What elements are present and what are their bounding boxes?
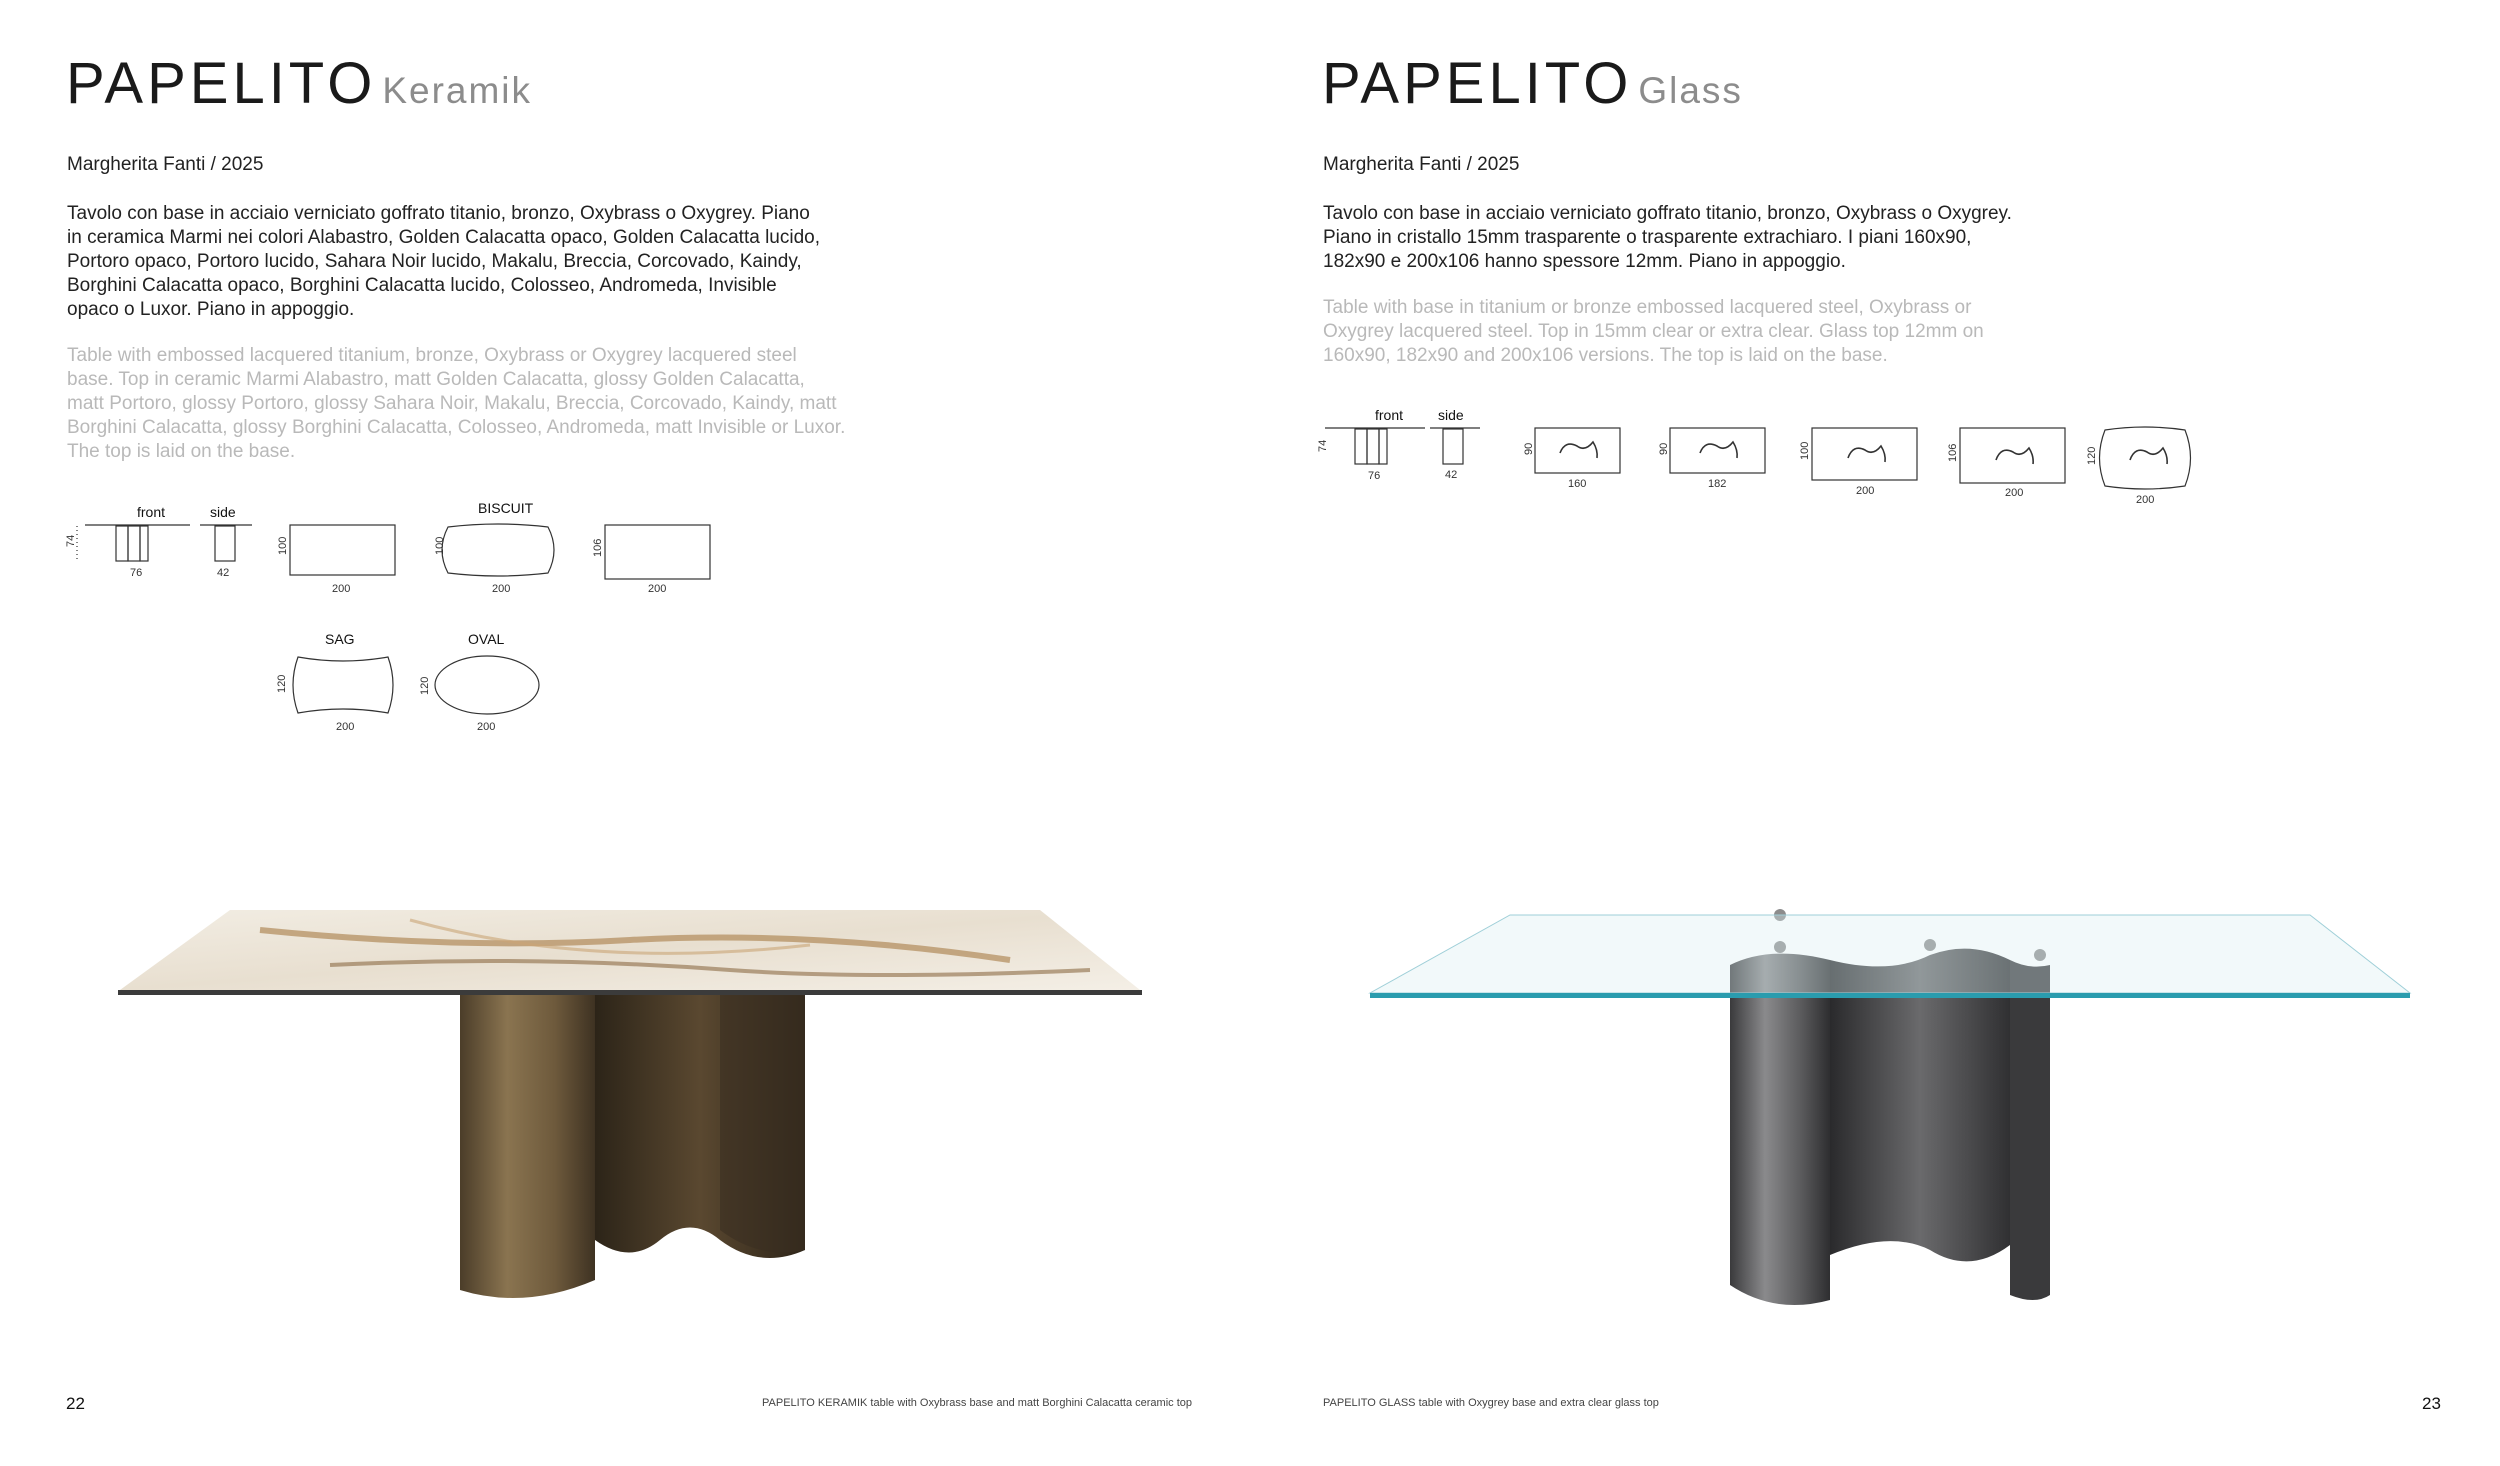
- front-label: front: [137, 504, 166, 520]
- glass1-width: 160: [1568, 478, 1587, 490]
- top3-width: 200: [648, 583, 667, 595]
- right-title-main: PAPELITO: [1322, 51, 1633, 116]
- glass-table-image: [1370, 915, 2410, 1315]
- left-text-en: Table with embossed lacquered titanium, bronze, Oxybrass or Oxygrey lacquered steel base. Top in ceramic Marmi Alabastro, matt Golden Calacatta, glossy Golden Calacatta, matt Portoro, glossy Portoro, glossy Sahara Noir, Makalu, Breccia, Corcovado, Kaindy, matt Borghini Calacatta, glossy Borghini Calacatta, Colosseo, Andromeda, matt Invisible or Luxor. The top is laid on the base.: [67, 345, 846, 462]
- glass-top-160-drawing: [1523, 428, 1620, 490]
- right-dimension-diagrams: [1315, 398, 2015, 508]
- right-author: Margherita Fanti / 2025: [1323, 154, 1520, 175]
- base-front-panel: [460, 990, 595, 1298]
- glass-edge: [1370, 993, 2410, 998]
- top-edge: [118, 990, 1142, 995]
- ceramic-top: [120, 910, 1140, 990]
- glass3-depth: 100: [1799, 441, 1811, 460]
- top4-width: 200: [336, 721, 355, 733]
- top-oval-drawing: [419, 631, 539, 733]
- left-author: Margherita Fanti / 2025: [67, 154, 264, 175]
- right-dimension-diagrams-2: [1947, 398, 2210, 513]
- top-sag-drawing: [276, 631, 393, 733]
- top-rectangle-106-drawing: [592, 525, 710, 595]
- side-view-drawing: [200, 504, 252, 579]
- oval-label: OVAL: [468, 631, 505, 647]
- front-width-label: 76: [130, 567, 143, 579]
- glass-top-200x106-drawing: [1947, 428, 2065, 499]
- right-title-sub: Glass: [1638, 70, 1743, 111]
- top5-depth: 120: [419, 676, 431, 695]
- base-front-panel: [1730, 954, 1830, 1305]
- side-label: side: [210, 504, 236, 520]
- right-title: [1322, 50, 1743, 117]
- top4-depth: 120: [276, 674, 288, 693]
- glass3-width: 200: [1856, 485, 1875, 497]
- front-height-label: 74: [1317, 439, 1329, 452]
- glass2-depth: 90: [1658, 442, 1670, 455]
- side-width-label: 42: [217, 567, 230, 579]
- right-text-it: Tavolo con base in acciaio verniciato goffrato titanio, bronzo, Oxybrass o Oxygrey. Piano in cristallo 15mm trasparente o trasparente extrachiaro. I piani 160x90, 182x90 e 200x106 hanno spessore 12mm. Piano in appoggio.: [1323, 203, 2012, 272]
- right-page-number: 23: [2422, 1394, 2441, 1413]
- glass5-depth: 120: [2086, 446, 2098, 465]
- front-view-drawing: [1317, 407, 1425, 482]
- glass4-width: 200: [2005, 487, 2024, 499]
- top-biscuit-drawing: [434, 500, 554, 595]
- top1-depth: 100: [277, 536, 289, 555]
- sag-label: SAG: [325, 631, 355, 647]
- left-dimension-diagrams: [60, 495, 740, 745]
- top3-depth: 106: [592, 538, 604, 557]
- left-title-sub: Keramik: [382, 70, 533, 111]
- glass5-width: 200: [2136, 494, 2155, 506]
- top2-depth: 100: [434, 536, 446, 555]
- front-width-label: 76: [1368, 470, 1381, 482]
- top1-width: 200: [332, 583, 351, 595]
- glass-top: [1370, 915, 2410, 993]
- glass4-depth: 106: [1947, 443, 1959, 462]
- right-text-en: Table with base in titanium or bronze embossed lacquered steel, Oxybrass or Oxygrey lacquered steel. Top in 15mm clear or extra clear. Glass top 12mm on 160x90, 182x90 and 200x106 versions. The top is laid on the base.: [1323, 297, 1984, 366]
- side-view-drawing: [1430, 407, 1480, 481]
- keramik-table-image: [110, 910, 1150, 1310]
- left-caption: PAPELITO KERAMIK table with Oxybrass base and matt Borghini Calacatta ceramic top: [762, 1397, 1193, 1409]
- top5-width: 200: [477, 721, 496, 733]
- top-rectangle-drawing: [277, 525, 395, 595]
- front-height-label: 74: [65, 534, 77, 547]
- left-page-number: 22: [66, 1394, 85, 1413]
- front-label: front: [1375, 407, 1404, 423]
- biscuit-label: BISCUIT: [478, 500, 534, 516]
- glass1-depth: 90: [1523, 442, 1535, 455]
- left-text-it: Tavolo con base in acciaio verniciato goffrato titanio, bronzo, Oxybrass o Oxygrey. Piano in ceramica Marmi nei colori Alabastro, Golden Calacatta opaco, Golden Calacatta lucido, Portoro opaco, Portoro lucido, Sahara Noir lucido, Makalu, Breccia, Corcovado, Kaindy, Borghini Calacatta opaco, Borghini Calacatta lucido, Colosseo, Andromeda, Invisible opaco o Luxor. Piano in appoggio.: [67, 203, 820, 320]
- glass-top-sag-drawing: [2086, 427, 2191, 506]
- front-view-drawing: [65, 504, 190, 579]
- base-shadow: [720, 990, 805, 1253]
- right-caption: PAPELITO GLASS table with Oxygrey base and extra clear glass top: [1323, 1397, 1659, 1409]
- top2-width: 200: [492, 583, 511, 595]
- side-width-label: 42: [1445, 469, 1458, 481]
- glass-top-200x100-drawing: [1799, 428, 1917, 497]
- left-title-main: PAPELITO: [66, 51, 377, 116]
- glass2-width: 182: [1708, 478, 1727, 490]
- side-label: side: [1438, 407, 1464, 423]
- glass-top-182-drawing: [1658, 428, 1765, 490]
- right-page: [1250, 0, 2500, 1466]
- left-title: [66, 50, 532, 117]
- base-end-panel: [2010, 960, 2050, 1300]
